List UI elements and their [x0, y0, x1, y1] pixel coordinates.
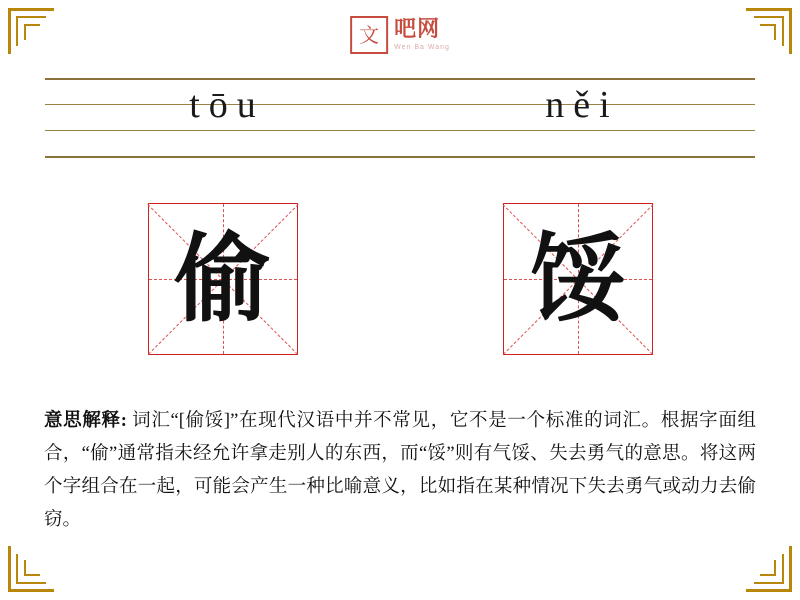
- site-logo: [350, 16, 450, 54]
- tianzige-box-2: [503, 203, 653, 355]
- character-cell: [45, 198, 400, 360]
- corner-ornament-bottom-left: [8, 546, 54, 592]
- hanzi-character-2: 馁: [529, 223, 626, 335]
- pinyin-cell: [400, 78, 755, 132]
- tianzige-box-1: [148, 203, 298, 355]
- character-row: [45, 198, 755, 360]
- explanation-body: 词汇“[偷馁]”在现代汉语中并不常见，它不是一个标准的词汇。根据字面组合，“偷”通常指未经允许拿走别人的东西，而“馁”则有气馁、失去勇气的意思。将这两个字组合在一起，可能会产生一种比喻意义，比如指在某种情况下失去勇气或动力去偷窃。: [44, 411, 756, 530]
- explanation-label: 意思解释:: [44, 411, 127, 431]
- corner-ornament-bottom-right: [746, 546, 792, 592]
- logo-sub-text: Wen Ba Wang: [394, 44, 450, 51]
- hanzi-character-1: 偷: [174, 223, 271, 335]
- corner-ornament-top-left: [8, 8, 54, 54]
- pinyin-staff: [45, 78, 755, 158]
- pinyin-cell: [45, 78, 400, 132]
- pinyin-row: [45, 78, 755, 132]
- pinyin-text-2: něi: [545, 84, 619, 126]
- character-cell: [400, 198, 755, 360]
- staff-line-4: [45, 156, 755, 158]
- logo-text: [394, 19, 450, 51]
- logo-main-text: 吧网: [394, 17, 441, 42]
- explanation-block: [44, 405, 756, 537]
- corner-ornament-top-right: [746, 8, 792, 54]
- pinyin-text-1: tōu: [189, 84, 265, 126]
- logo-mark-icon: 文: [350, 16, 388, 54]
